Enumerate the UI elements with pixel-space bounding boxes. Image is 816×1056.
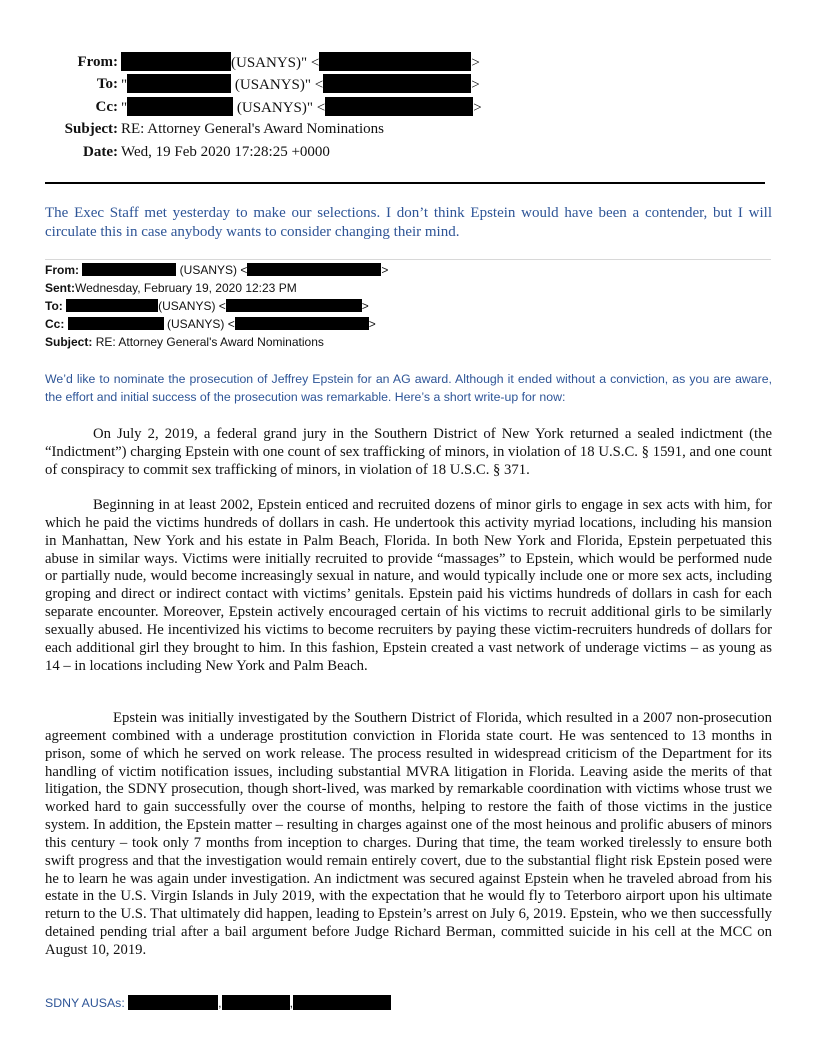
- fwd-to-row: To: (USANYS) < >: [45, 299, 369, 314]
- fwd-sent-row: Sent:Wednesday, February 19, 2020 12:23 PM: [45, 281, 297, 296]
- date-value: Wed, 19 Feb 2020 17:28:25 +0000: [121, 143, 330, 160]
- nomination-message: We’d like to nominate the prosecution of Jeffrey Epstein for an AG award. Although it ended without a conviction, as you are aware, the effort and initial success of the prosecution was remarkable. Here’s a short write-up for now:: [45, 372, 772, 404]
- redacted-block: [121, 52, 231, 71]
- redacted-block: [247, 263, 381, 276]
- redacted-block: [235, 317, 369, 330]
- fwd-sent-value: Wednesday, February 19, 2020 12:23 PM: [75, 281, 297, 296]
- subject-row: [44, 119, 524, 141]
- signature-line: SDNY AUSAs: , ,: [45, 995, 391, 1010]
- from-row: From: (USANYS)" < >: [44, 52, 524, 74]
- subject-label: Subject:: [64, 121, 118, 138]
- redacted-block: [82, 263, 176, 276]
- redacted-block: [222, 995, 290, 1010]
- message-divider: [45, 259, 771, 260]
- redacted-block: [319, 52, 471, 71]
- subject-value: RE: Attorney General's Award Nominations: [121, 121, 384, 138]
- from-suffix: (USANYS)" <: [231, 55, 320, 71]
- redacted-block: [66, 299, 158, 312]
- redacted-block: [127, 74, 231, 93]
- redacted-block: [323, 74, 471, 93]
- cc-suffix: (USANYS)" <: [233, 99, 326, 116]
- writeup-paragraph: Beginning in at least 2002, Epstein enticed and recruited dozens of minor girls to engage in sex acts with him, for which he paid the victims hundreds of dollars in cash. He undertook this activity myriad locations, including his mansion in Manhattan, New York and his estate in Palm Beach, Florida. In both New York and Florida, Epstein perpetuated this abuse in similar ways. Victims were initially recruited to provide “massages” to Epstein, which would be performed nude or partially nude, would become increasingly sexual in nature, and would typically include one or more sex acts, including groping and direct or indirect contact with victims’ genitals. Epstein paid his victims hundreds of dollars in cash for each separate encounter. Moreover, Epstein actively encouraged certain of his victims to recruit additional girls to be similarly sexually abused. He incentivized his victims to become recruiters by paying these victim-recruiters hundreds of dollars for each additional girl they brought to him. In this fashion, Epstein created a vast network of underage victims – as young as 14 – in locations including New York and Palm Beach.: [45, 497, 772, 674]
- date-row: [44, 142, 524, 164]
- cc-label: Cc:: [95, 98, 118, 115]
- from-label: From:: [77, 54, 118, 70]
- writeup-paragraph: Epstein was initially investigated by the Southern District of Florida, which resulted in a 2007 non-prosecution agreement combined with a underage prostitution conviction in Florida state court. He was sentenced to 13 months in prison, some of which he served on work release. The process resulted in widespread criticism of the Department for its handling of victim notification issues, including substantial MVRA litigation in Florida. Leaving aside the merits of that litigation, the SDNY prosecution, though short-lived, was marked by remarkable coordination with victims whose trust we worked hard to gain successfully over the course of months, helping to restore the faith of those victims in the justice system. In addition, the Epstein matter – resulting in charges against one of the most heinous and prolific abusers of minors this century – took only 7 months from inception to charges. During that time, the team worked tirelessly to ensure both swift progress and that the investigation would remain entirely covert, due to the substantial flight risk Epstein posed were he to learn he was again under investigation. An indictment was secured against Epstein when he traveled abroad from his estate in the U.S. Virgin Islands in July 2019, with the expectation that he would fly to Teterboro airport upon his ultimate return to the U.S. That ultimately did happen, leading to Epstein’s arrest on July 6, 2019. Epstein, who we then successfully detained pending trial after a bail argument before Judge Richard Berman, committed suicide in his cell at the MCC on August 10, 2019.: [45, 710, 772, 958]
- redacted-block: [128, 995, 218, 1010]
- redacted-block: [68, 317, 164, 330]
- fwd-subject-row: Subject: RE: Attorney General's Award Nominations: [45, 335, 324, 350]
- reply-message: The Exec Staff met yesterday to make our selections. I don’t think Epstein would have been a contender, but I will circulate this in case anybody wants to consider changing their mind.: [45, 205, 772, 240]
- to-row: To: " (USANYS)" < >: [44, 74, 524, 96]
- email-header: [44, 52, 524, 164]
- to-suffix: (USANYS)" <: [231, 77, 324, 94]
- writeup-paragraph: On July 2, 2019, a federal grand jury in the Southern District of New York returned a sealed indictment (the “Indictment”) charging Epstein with one count of sex trafficking of minors, in violation of 18 U.S.C. § 1591, and one count of conspiracy to commit sex trafficking of minors, in violation of 18 U.S.C. § 371.: [45, 426, 772, 478]
- cc-row: Cc: " (USANYS)" < >: [44, 97, 524, 119]
- redacted-block: [325, 97, 473, 116]
- to-label: To:: [96, 76, 118, 93]
- fwd-from-row: From: (USANYS) < >: [45, 263, 389, 277]
- redacted-block: [127, 97, 233, 116]
- forwarded-header: [45, 262, 765, 352]
- redacted-block: [226, 299, 362, 312]
- redacted-block: [293, 995, 391, 1010]
- signature-label: SDNY AUSAs:: [45, 996, 129, 1010]
- fwd-subject-value: RE: Attorney General's Award Nominations: [95, 335, 324, 350]
- date-label: Date:: [83, 143, 118, 160]
- fwd-cc-row: Cc: (USANYS) < >: [45, 317, 376, 332]
- header-divider: [45, 182, 765, 184]
